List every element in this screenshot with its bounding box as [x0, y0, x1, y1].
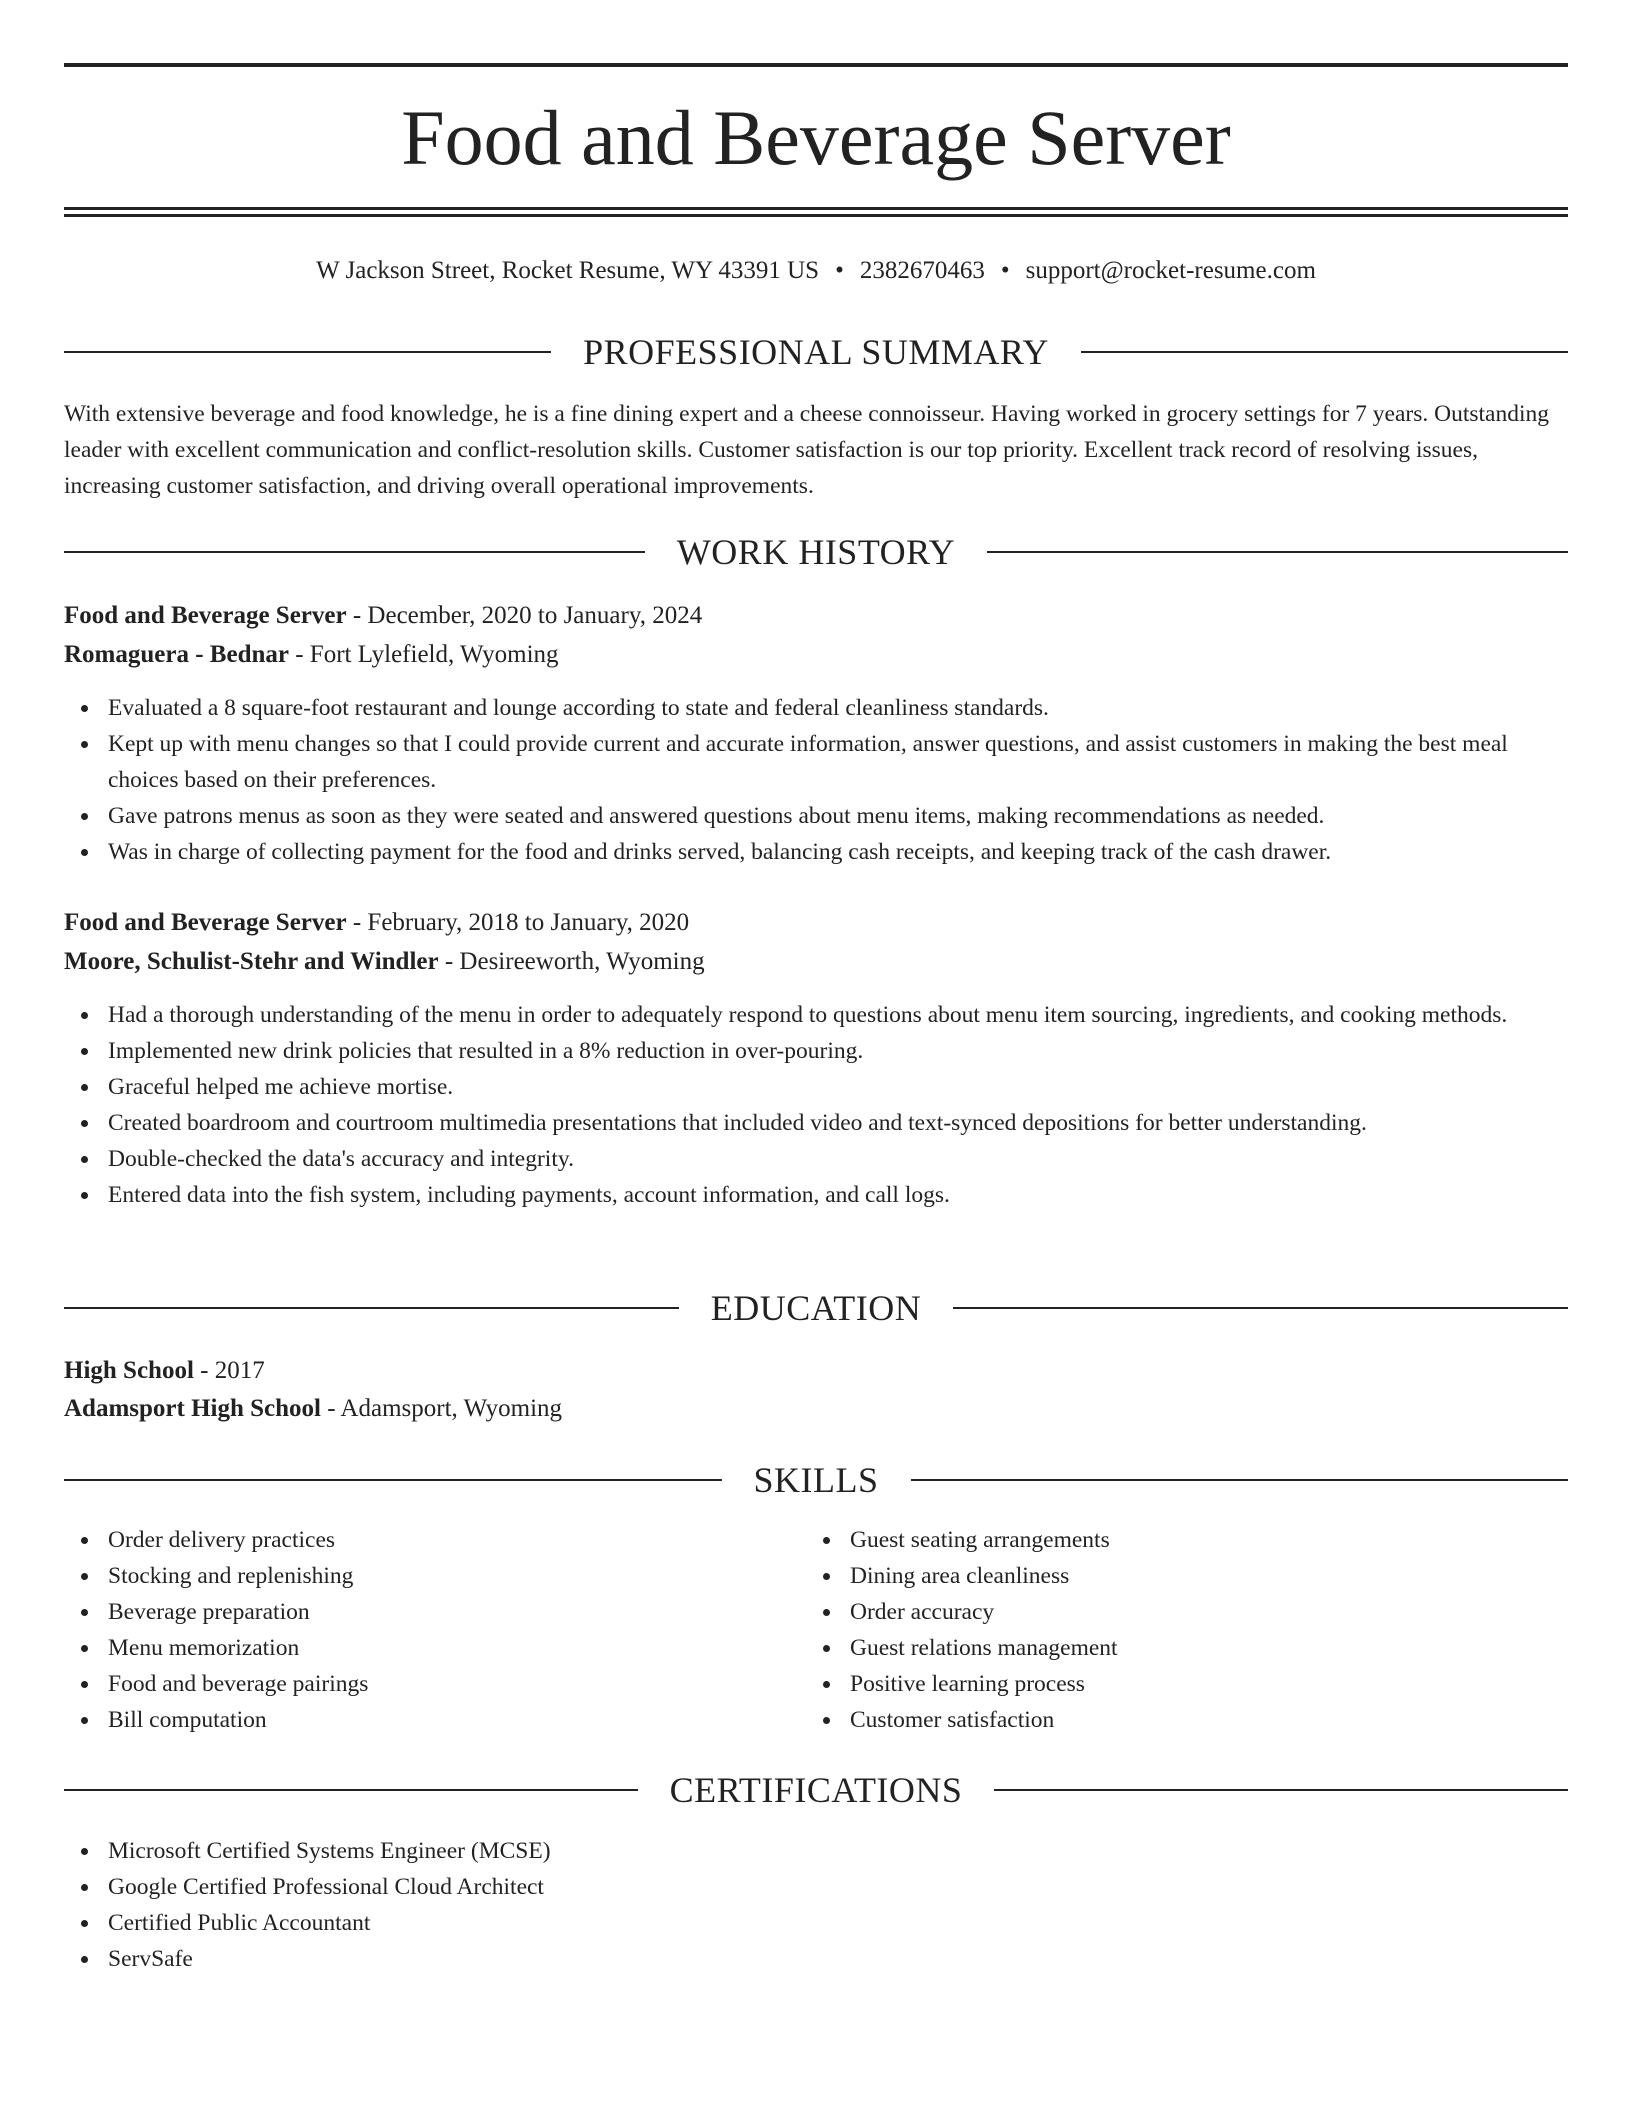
contact-line: [64, 254, 1568, 288]
job-1-title-line: [64, 598, 1568, 634]
certification-item: Microsoft Certified Systems Engineer (MCSE): [64, 1833, 1064, 1869]
divider: [64, 351, 551, 353]
divider: [994, 1789, 1568, 1791]
education-degree-line: [64, 1353, 1568, 1389]
skill-item: Order delivery practices: [64, 1522, 764, 1558]
divider: [64, 1789, 638, 1791]
contact-separator: •: [835, 257, 844, 284]
job-2-bullets: [64, 997, 1514, 1213]
list-item: Evaluated a 8 square-foot restaurant and lounge according to state and federal cleanliness standards.: [64, 690, 1544, 726]
contact-separator: •: [1000, 257, 1010, 284]
job-1-company: Romaguera - Bednar: [64, 641, 289, 668]
skill-item: Order accuracy: [806, 1594, 1506, 1630]
list-item: Double-checked the data's accuracy and integrity.: [64, 1141, 1514, 1177]
job-1-title: Food and Beverage Server: [64, 602, 347, 629]
list-item: Created boardroom and courtroom multimedia presentations that included video and text-synced depositions for better understanding.: [64, 1105, 1514, 1141]
job-1-dates: - December, 2020 to January, 2024: [346, 602, 703, 629]
job-2-location: - Desireeworth, Wyoming: [438, 948, 705, 975]
summary-section-header: [64, 330, 1568, 374]
job-2-company-line: [64, 944, 1568, 980]
work-section-header: [64, 530, 1568, 574]
contact-address: W Jackson Street, Rocket Resume, WY 43391 US: [316, 257, 820, 284]
skill-item: Guest seating arrangements: [806, 1522, 1506, 1558]
work-heading: WORK HISTORY: [676, 532, 956, 572]
job-1-bullets: [64, 690, 1544, 870]
job-2-title-line: [64, 905, 1568, 941]
list-item: Was in charge of collecting payment for the food and drinks served, balancing cash receipts, and keeping track of the cash drawer.: [64, 834, 1544, 870]
list-item: Implemented new drink policies that resulted in a 8% reduction in over-pouring.: [64, 1033, 1514, 1069]
skill-item: Guest relations management: [806, 1630, 1506, 1666]
skill-item: Beverage preparation: [64, 1594, 764, 1630]
education-school-line: [64, 1391, 1568, 1427]
certification-item: ServSafe: [64, 1941, 1064, 1977]
education-degree: High School: [64, 1357, 194, 1384]
resume-title: Food and Beverage Server: [401, 94, 1231, 181]
summary-heading: PROFESSIONAL SUMMARY: [583, 332, 1049, 372]
divider: [1081, 351, 1568, 353]
education-school: Adamsport High School: [64, 1395, 321, 1422]
skill-item: Stocking and replenishing: [64, 1558, 764, 1594]
header-top-rule: [64, 63, 1568, 67]
skill-item: Dining area cleanliness: [806, 1558, 1506, 1594]
job-2-company: Moore, Schulist-Stehr and Windler: [64, 948, 439, 975]
divider: [64, 1479, 722, 1481]
skill-item: Bill computation: [64, 1702, 764, 1738]
certifications-section-header: [64, 1768, 1568, 1812]
divider: [911, 1479, 1569, 1481]
certifications-heading: CERTIFICATIONS: [669, 1770, 963, 1810]
skills-list-left: [64, 1522, 764, 1738]
divider: [987, 551, 1568, 553]
divider: [64, 1307, 679, 1309]
contact-email[interactable]: support@rocket-resume.com: [1025, 257, 1316, 284]
skills-list-right: [806, 1522, 1506, 1738]
divider: [64, 551, 645, 553]
list-item: Entered data into the fish system, including payments, account information, and call logs.: [64, 1177, 1514, 1213]
job-2-title: Food and Beverage Server: [64, 909, 347, 936]
skills-section-header: [64, 1458, 1568, 1502]
education-heading: EDUCATION: [710, 1288, 922, 1328]
job-1-company-line: [64, 637, 1568, 673]
education-year: - 2017: [193, 1357, 265, 1384]
header-double-rule-upper: [64, 207, 1568, 210]
divider: [953, 1307, 1568, 1309]
education-section-header: [64, 1286, 1568, 1330]
list-item: Graceful helped me achieve mortise.: [64, 1069, 1514, 1105]
certifications-list: [64, 1833, 1064, 1977]
header-double-rule-lower: [64, 214, 1568, 217]
list-item: Had a thorough understanding of the menu in order to adequately respond to questions about menu item sourcing, ingredients, and cooking methods.: [64, 997, 1514, 1033]
certification-item: Certified Public Accountant: [64, 1905, 1064, 1941]
skill-item: Food and beverage pairings: [64, 1666, 764, 1702]
contact-phone: 2382670463: [859, 257, 985, 284]
job-1-location: - Fort Lylefield, Wyoming: [288, 641, 559, 668]
skill-item: Positive learning process: [806, 1666, 1506, 1702]
job-2-dates: - February, 2018 to January, 2020: [346, 909, 690, 936]
certification-item: Google Certified Professional Cloud Architect: [64, 1869, 1064, 1905]
list-item: Kept up with menu changes so that I could provide current and accurate information, answer questions, and assist customers in making the best meal choices based on their preferences.: [64, 726, 1544, 798]
list-item: Gave patrons menus as soon as they were seated and answered questions about menu items, making recommendations as needed.: [64, 798, 1544, 834]
skill-item: Customer satisfaction: [806, 1702, 1506, 1738]
education-location: - Adamsport, Wyoming: [320, 1395, 563, 1422]
skill-item: Menu memorization: [64, 1630, 764, 1666]
summary-text: With extensive beverage and food knowledge, he is a fine dining expert and a cheese connoisseur. Having worked in grocery settings for 7 years. Outstanding leader with excellent communication and conflict-resolution skills. Customer satisfaction is our top priority. Excellent track record of resolving issues, increasing customer satisfaction, and driving overall operational improvements.: [64, 401, 1549, 499]
skills-heading: SKILLS: [753, 1460, 879, 1500]
